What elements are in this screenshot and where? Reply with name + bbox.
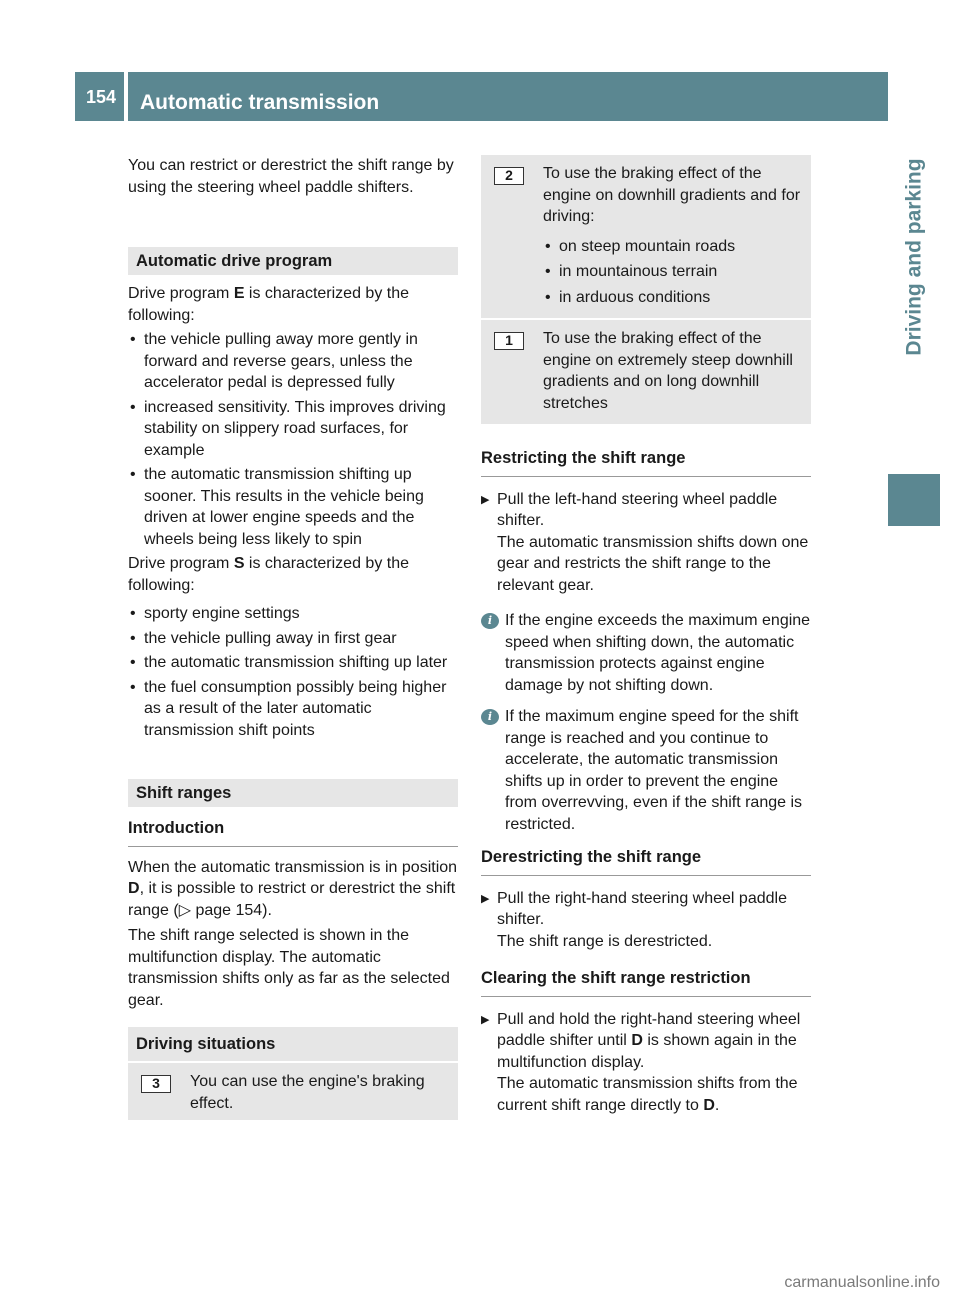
list-item: • the automatic transmission shifting up later	[128, 652, 458, 674]
section-heading-shift-ranges: Shift ranges	[128, 779, 458, 807]
introduction-paragraph-1: When the automatic transmission is in position D, it is possible to restrict or derestrict the shift range (▷ page 154).	[128, 858, 458, 919]
info-icon: i	[481, 709, 499, 725]
table-row	[128, 1062, 458, 1120]
gear-key-cell	[128, 1062, 184, 1120]
bullet-icon: •	[130, 398, 136, 416]
bullet-icon: •	[130, 466, 136, 483]
drive-program-s-intro: Drive program S is characterized by the following:	[128, 555, 410, 594]
gear-key-cell	[481, 319, 537, 424]
gear-3-key-icon: 3	[141, 1075, 171, 1093]
list-item: • in arduous conditions	[543, 287, 803, 309]
gear-key-cell	[481, 155, 537, 319]
subheading-restricting: Restricting the shift range	[481, 448, 811, 477]
list-item: • the automatic transmission shifting up sooner. This results in the vehicle being driven at lower engine speeds and the wheels being less likely to spin	[128, 464, 458, 550]
side-tab	[888, 72, 940, 462]
bullet-icon: •	[130, 331, 136, 348]
subheading-derestricting: Derestricting the shift range	[481, 847, 811, 876]
page-title: Automatic transmission	[140, 91, 380, 114]
table-cell: To use the braking effect of the engine on extremely steep downhill gradients and on long downhill stretches	[543, 330, 793, 412]
bullet-icon: •	[130, 654, 136, 671]
bullet-icon: •	[545, 288, 551, 306]
step-result: The shift range is derestricted.	[497, 932, 713, 950]
header-divider	[124, 72, 128, 121]
step-result: The automatic transmission shifts down one gear and restricts the shift range to the relevant gear.	[497, 533, 809, 594]
list-item: • sporty engine settings	[128, 603, 458, 625]
step-result: The automatic transmission shifts from the current shift range directly to D.	[497, 1075, 798, 1114]
list-item: • the vehicle pulling away in first gear	[128, 628, 458, 650]
table-cell: You can use the engine's braking effect.	[190, 1073, 425, 1112]
right-column	[481, 155, 811, 1116]
table-row	[481, 319, 811, 424]
bullet-icon: •	[545, 237, 551, 255]
list-item: • on steep mountain roads	[543, 236, 803, 258]
list-item: • the fuel consumption possibly being higher as a result of the later automatic transmission shift points	[128, 677, 458, 742]
instruction-step: ▶ Pull the right-hand steering wheel paddle shifter. The shift range is derestricted.	[481, 888, 811, 953]
list-item: • the vehicle pulling away more gently in forward and reverse gears, unless the accelerator pedal is depressed fully	[128, 329, 458, 394]
list-item: • in mountainous terrain	[543, 261, 803, 283]
step-arrow-icon: ▶	[481, 892, 490, 905]
subheading-clearing: Clearing the shift range restriction	[481, 968, 811, 997]
side-tab-label: Driving and parking	[902, 158, 926, 356]
gear-2-key-icon: 2	[494, 167, 524, 185]
subheading-introduction: Introduction	[128, 818, 458, 847]
intro-paragraph: You can restrict or derestrict the shift range by using the steering wheel paddle shifters.	[128, 157, 454, 196]
bullet-icon: •	[130, 605, 136, 622]
page-number: 154	[85, 87, 117, 107]
table-body	[128, 1061, 458, 1120]
watermark: carmanualsonline.info	[784, 1274, 940, 1291]
table-heading: Driving situations	[128, 1027, 458, 1061]
drive-program-e-intro: Drive program E is characterized by the following:	[128, 285, 410, 324]
bullet-icon: •	[130, 678, 136, 696]
side-tab-marker	[888, 474, 940, 526]
info-note: i If the maximum engine speed for the shift range is reached and you continue to accelerate, the automatic transmission shifts up in order to prevent the engine from overrevving, even if the shift range is restricted.	[481, 706, 811, 835]
step-arrow-icon: ▶	[481, 1013, 490, 1026]
list-item: • increased sensitivity. This improves driving stability on slippery road surfaces, for example	[128, 397, 458, 462]
info-note: i If the engine exceeds the maximum engine speed when shifting down, the automatic transmission protects against engine damage by not shifting down.	[481, 610, 811, 696]
instruction-step: ▶ Pull the left-hand steering wheel paddle shifter. The automatic transmission shifts down one gear and restricts the shift range to the relevant gear.	[481, 489, 811, 597]
introduction-paragraph-2: The shift range selected is shown in the multifunction display. The automatic transmission shifts only as far as the selected gear.	[128, 927, 450, 1009]
bullet-icon: •	[545, 263, 551, 280]
info-icon: i	[481, 613, 499, 629]
driving-situations-table-continued	[481, 155, 811, 424]
bullet-icon: •	[130, 629, 136, 647]
step-arrow-icon: ▶	[481, 493, 490, 506]
instruction-step: ▶ Pull and hold the right-hand steering wheel paddle shifter until D is shown again in the multifunction display. The automatic transmission shifts from the current shift range directly to D.	[481, 1009, 811, 1117]
table-cell: To use the braking effect of the engine on downhill gradients and for driving: • on steep mountain roads • in mountainous terrain • in arduous conditions	[537, 155, 811, 319]
table-row	[481, 155, 811, 319]
section-heading-adp: Automatic drive program	[128, 247, 458, 275]
gear-1-key-icon: 1	[494, 332, 524, 350]
driving-situations-table	[128, 1027, 458, 1120]
left-column	[128, 155, 458, 1120]
